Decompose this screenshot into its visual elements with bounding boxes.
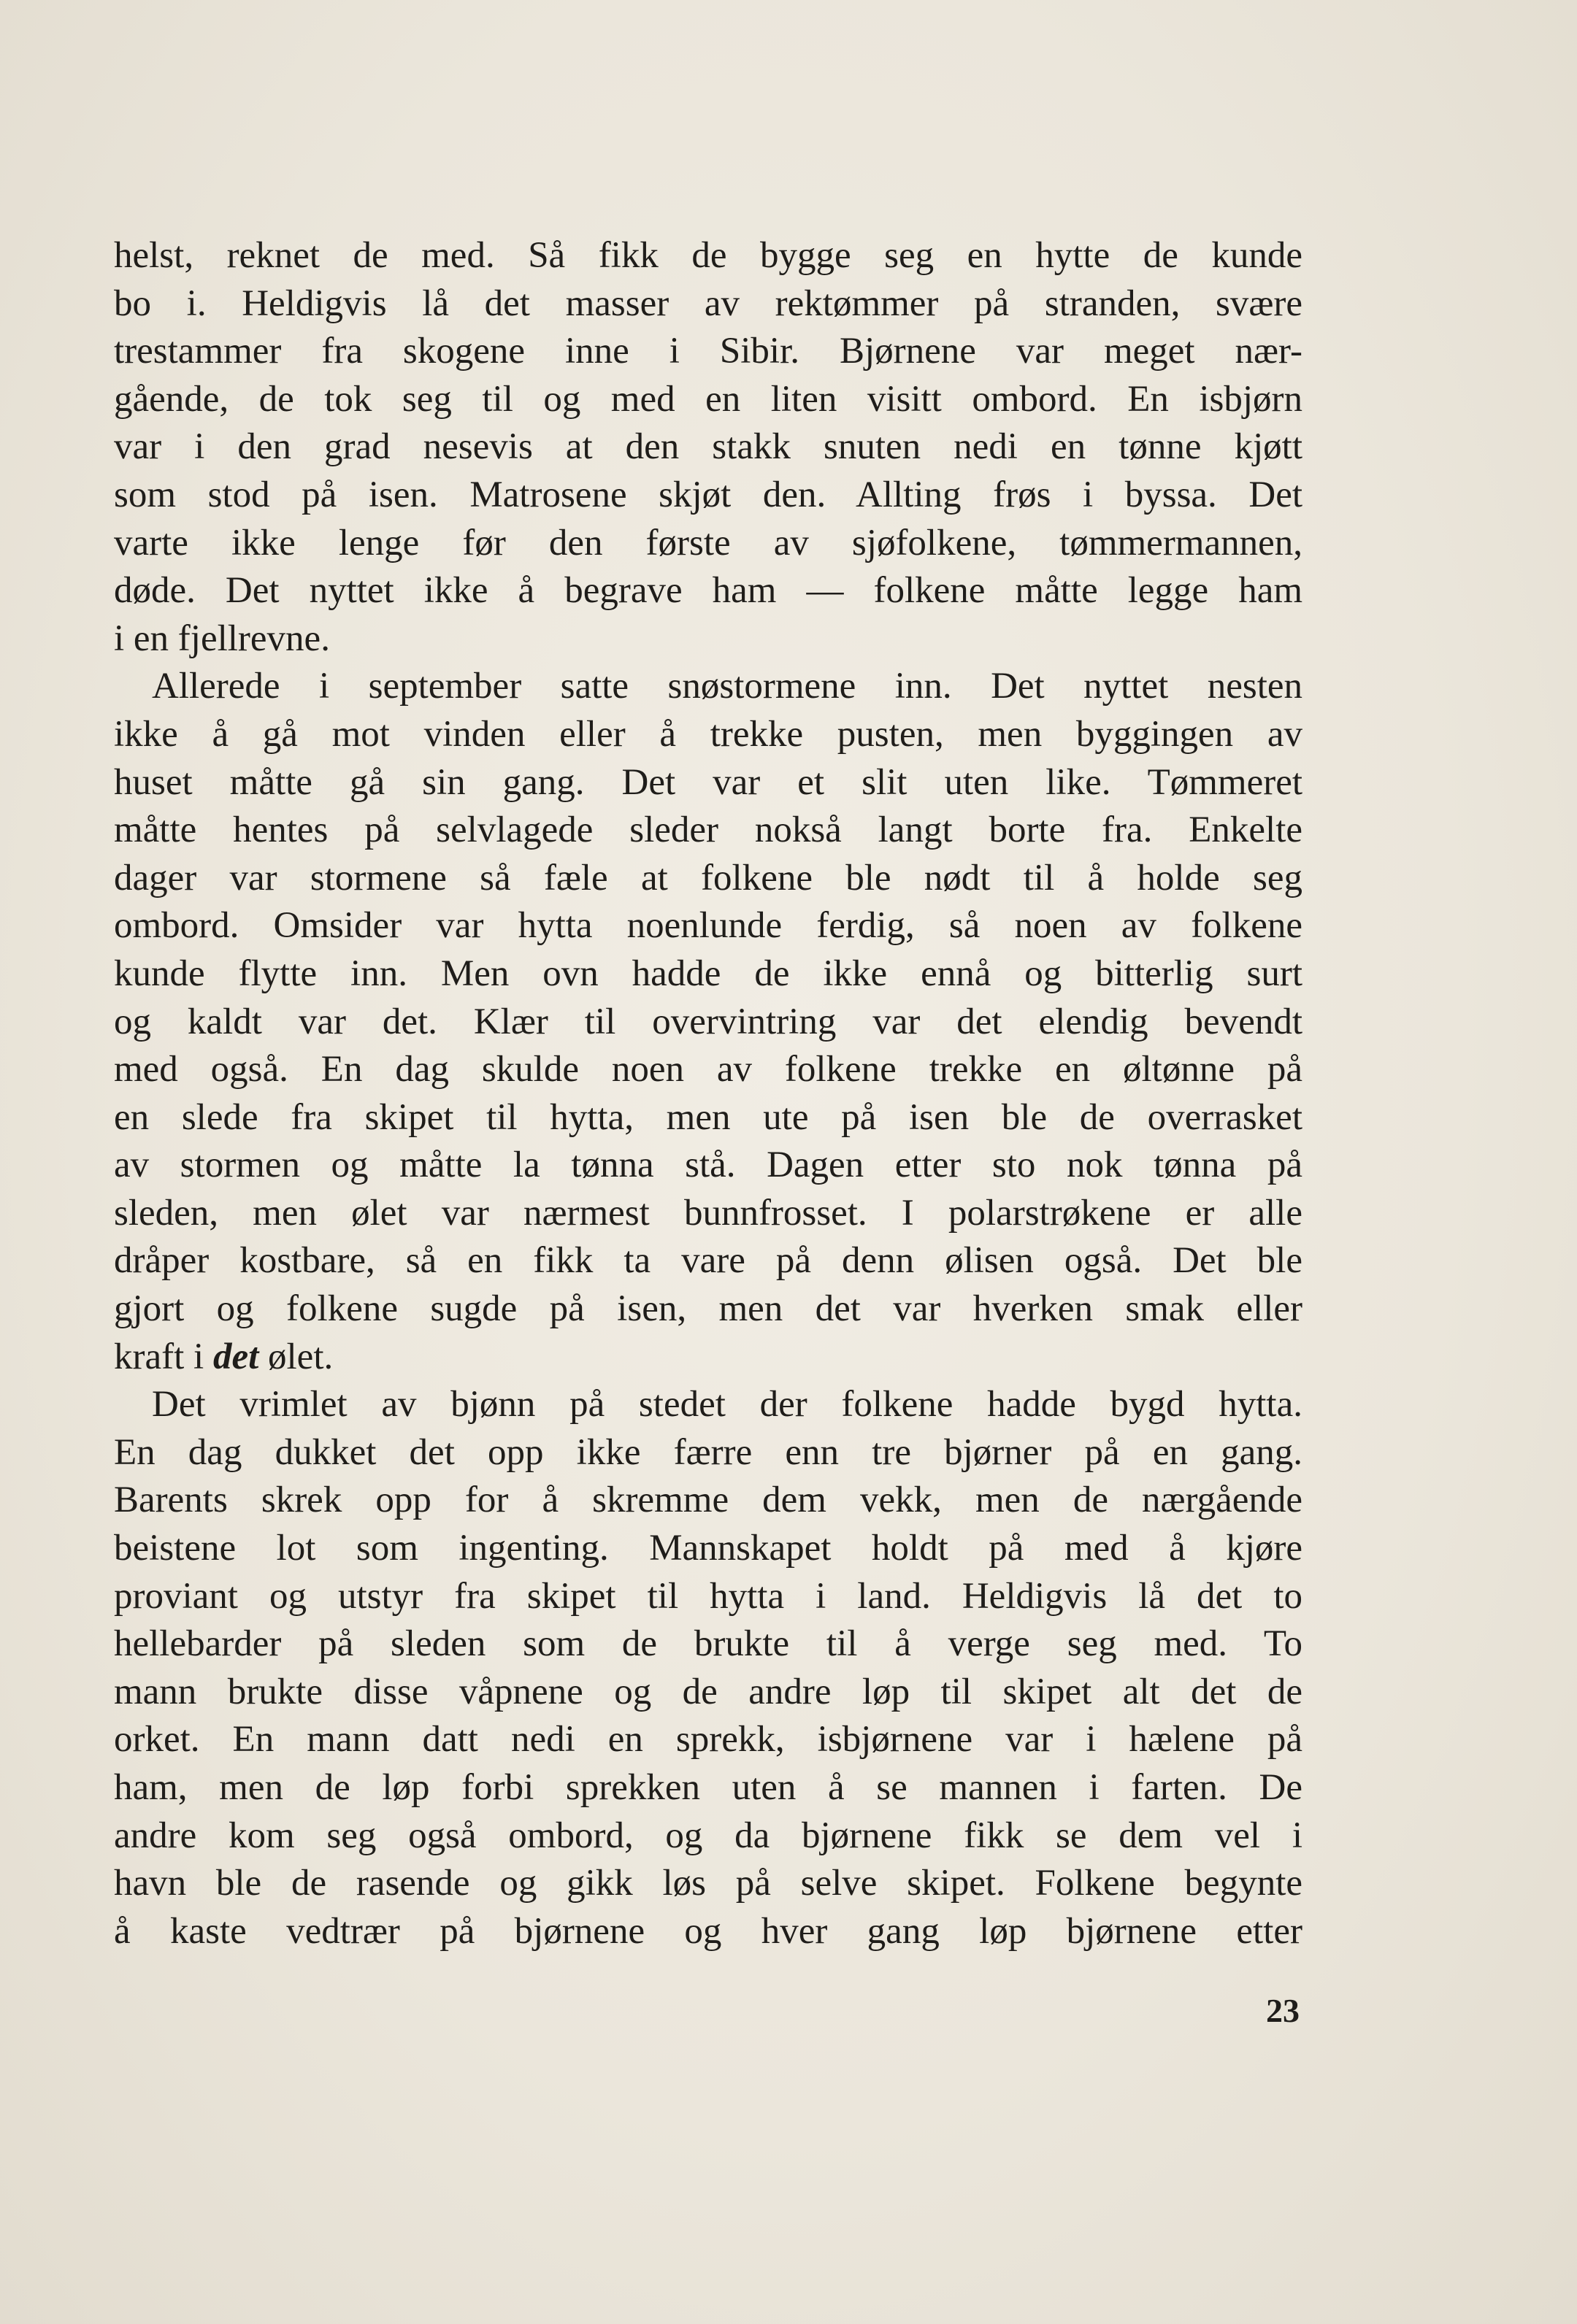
text-fragment: ølet.: [258, 1336, 334, 1377]
text-line: en slede fra skipet til hytta, men ute på isen ble de overrasket: [114, 1096, 1302, 1138]
text-line: i en fjellrevne.: [114, 617, 330, 659]
text-line: proviant og utstyr fra skipet til hytta i land. Heldigvis lå det to: [114, 1575, 1302, 1617]
text-line: sleden, men ølet var nærmest bunnfrosset. I polarstrøkene er alle: [114, 1192, 1302, 1234]
paragraph-2: [114, 663, 1302, 1381]
text-line: ombord. Omsider var hytta noenlunde ferdig, så noen av folkene: [114, 905, 1302, 947]
text-line: å kaste vedtrær på bjørnene og hver gang løp bjørnene etter: [114, 1910, 1302, 1952]
text-line: dråper kostbare, så en fikk ta vare på denn ølisen også. Det ble: [114, 1240, 1302, 1282]
text-line: andre kom seg også ombord, og da bjørnene fikk se dem vel i: [114, 1815, 1302, 1856]
text-line: og kaldt var det. Klær til overvintring var det elendig bevendt: [114, 1001, 1302, 1042]
text-line: med også. En dag skulde noen av folkene trekke en øltønne på: [114, 1049, 1302, 1090]
paragraph-3: [114, 1381, 1302, 1955]
text-line: helst, reknet de med. Så fikk de bygge seg en hytte de kunde: [114, 235, 1302, 276]
text-line: trestammer fra skogene inne i Sibir. Bjørnene var meget nær-: [114, 331, 1302, 372]
body-text: [114, 232, 1302, 1955]
text-line: Barents skrek opp for å skremme dem vekk, men de nærgående: [114, 1480, 1302, 1521]
text-line: varte ikke lenge før den første av sjøfolkene, tømmermannen,: [114, 522, 1302, 563]
text-line: huset måtte gå sin gang. Det var et slit uten like. Tømmeret: [114, 761, 1302, 803]
text-line: måtte hentes på selvlagede sleder nokså langt borte fra. Enkelte: [114, 809, 1302, 851]
text-line: dager var stormene så fæle at folkene ble nødt til å holde seg: [114, 857, 1302, 899]
text-line: Det vrimlet av bjønn på stedet der folkene hadde bygd hytta.: [152, 1384, 1302, 1425]
text-fragment: kraft i: [114, 1336, 213, 1377]
text-line: havn ble de rasende og gikk løs på selve skipet. Folkene begynte: [114, 1863, 1302, 1904]
text-line: mann brukte disse våpnene og de andre løp til skipet alt det de: [114, 1671, 1302, 1712]
text-line: var i den grad nesevis at den stakk snuten nedi en tønne kjøtt: [114, 426, 1302, 468]
text-line: som stod på isen. Matrosene skjøt den. Allting frøs i byssa. Det: [114, 474, 1302, 515]
text-line: Allerede i september satte snøstormene inn. Det nyttet nesten: [152, 666, 1302, 707]
text-line: bo i. Heldigvis lå det masser av rektømmer på stranden, svære: [114, 282, 1302, 324]
text-line: gående, de tok seg til og med en liten visitt ombord. En isbjørn: [114, 378, 1302, 420]
paragraph-1: [114, 232, 1302, 663]
text-line: kunde flytte inn. Men ovn hadde de ikke ennå og bitterlig surt: [114, 953, 1302, 994]
emphasized-word: det: [212, 1336, 259, 1377]
text-line: ham, men de løp forbi sprekken uten å se mannen i farten. De: [114, 1767, 1302, 1808]
text-line: [114, 1334, 1302, 1382]
text-line: En dag dukket det opp ikke færre enn tre bjørner på en gang.: [114, 1431, 1302, 1473]
text-line: døde. Det nyttet ikke å begrave ham — folkene måtte legge ham: [114, 570, 1302, 612]
text-line: av stormen og måtte la tønna stå. Dagen etter sto nok tønna på: [114, 1144, 1302, 1186]
text-line: gjort og folkene sugde på isen, men det var hverken smak eller: [114, 1288, 1302, 1330]
text-line: ikke å gå mot vinden eller å trekke pusten, men byggingen av: [114, 713, 1302, 755]
text-line: beistene lot som ingenting. Mannskapet holdt på med å kjøre: [114, 1528, 1302, 1569]
text-line: hellebarder på sleden som de brukte til å verge seg med. To: [114, 1623, 1302, 1665]
text-line: orket. En mann datt nedi en sprekk, isbjørnene var i hælene på: [114, 1719, 1302, 1761]
page-number: 23: [1266, 1992, 1300, 2029]
